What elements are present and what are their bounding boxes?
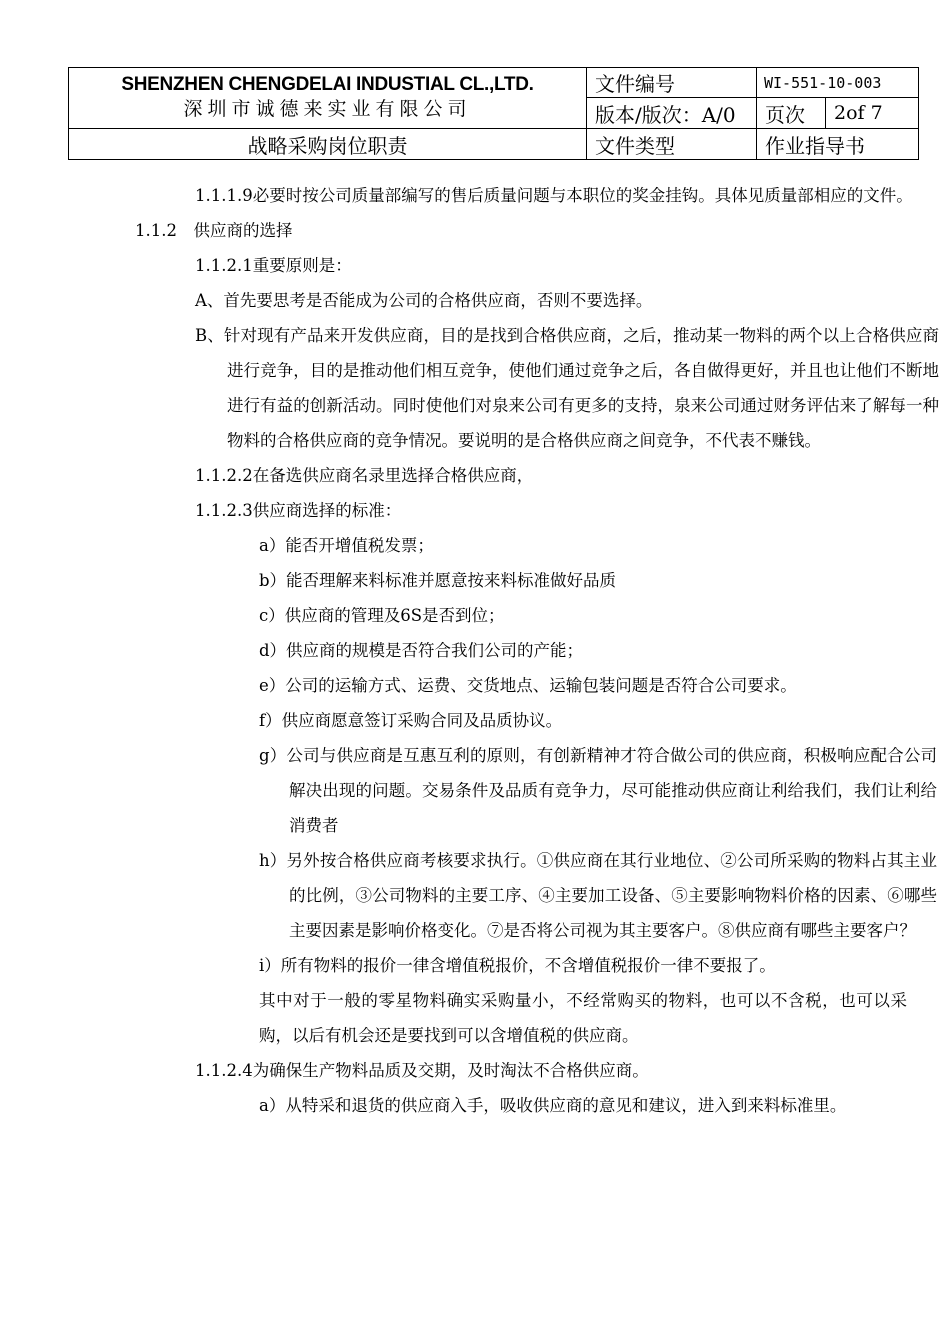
- section-heading-1-1-2: 1.1.2 供应商的选择: [135, 221, 293, 240]
- paragraph-a: A、首先要思考是否能成为公司的合格供应商，否则不要选择。: [195, 291, 653, 310]
- doc-type-value: 作业指导书: [757, 129, 919, 160]
- version-label: 版本/版次：A/0: [587, 98, 757, 129]
- doc-type-label: 文件类型: [587, 129, 757, 160]
- document-header-table: [68, 67, 919, 160]
- page-label: 页次: [757, 98, 826, 128]
- document-body: [0, 178, 950, 1123]
- page-cell: [757, 98, 919, 129]
- list-item-c: c）供应商的管理及6S是否到位；: [259, 606, 505, 625]
- list-item-d: d）供应商的规模是否符合我们公司的产能；: [259, 641, 584, 660]
- paragraph-1-1-2-1: 1.1.2.1重要原则是：: [195, 256, 352, 275]
- paragraph-1-1-2-3: 1.1.2.3供应商选择的标准：: [195, 501, 402, 520]
- list-item-a-2: a）从特采和退货的供应商入手，吸收供应商的意见和建议，进入到来料标准里。: [259, 1096, 847, 1115]
- note-paragraph: 其中对于一般的零星物料确实采购量小，不经常购买的物料，也可以不含税，也可以采购，以后有机会还是要找到可以含增值税的供应商。: [259, 991, 907, 1045]
- list-item-f: f）供应商愿意签订采购合同及品质协议。: [259, 711, 563, 730]
- doc-title: 战略采购岗位职责: [69, 129, 587, 160]
- paragraph-b: B、针对现有产品来开发供应商，目的是找到合格供应商，之后，推动某一物料的两个以上合格供应商进行竞争，目的是推动他们相互竞争，使他们通过竞争之后，各自做得更好，并且也让他们不断地进行有益的创新活动。同时使他们对泉来公司有更多的支持，泉来公司通过财务评估来了解每一种物料的合格供应商的竞争情况。要说明的是合格供应商之间竞争，不代表不赚钱。: [195, 326, 939, 450]
- list-item-e: e）公司的运输方式、运费、交货地点、运输包装问题是否符合公司要求。: [259, 676, 797, 695]
- list-item-i: i）所有物料的报价一律含增值税报价，不含增值税报价一律不要报了。: [259, 956, 776, 975]
- list-item-g: g）公司与供应商是互惠互利的原则，有创新精神才符合做公司的供应商，积极响应配合公司解决出现的问题。交易条件及品质有竞争力，尽可能推动供应商让利给我们，我们让利给消费者: [259, 746, 937, 835]
- company-name-en: SHENZHEN CHENGDELAI INDUSTIAL CL.,LTD.: [121, 74, 534, 95]
- list-item-h: h）另外按合格供应商考核要求执行。①供应商在其行业地位、②公司所采购的物料占其主业的比例，③公司物料的主要工序、④主要加工设备、⑤主要影响物料价格的因素、⑥哪些主要因素是影响价格变化。⑦是否将公司视为其主要客户。⑧供应商有哪些主要客户？: [259, 851, 937, 940]
- list-item-b: b）能否理解来料标准并愿意按来料标准做好品质: [259, 571, 617, 590]
- page-value: 2of 7: [834, 102, 883, 124]
- company-name-cn: 深圳市诚德来实业有限公司: [183, 98, 472, 120]
- list-item-a: a）能否开增值税发票；: [259, 536, 434, 555]
- paragraph-1-1-2-2: 1.1.2.2在备选供应商名录里选择合格供应商，: [195, 466, 534, 485]
- doc-number-value: WI-551-10-003: [757, 68, 919, 98]
- company-name-cell: [69, 68, 587, 129]
- paragraph-1-1-1-9: 1.1.1.9必要时按公司质量部编写的售后质量问题与本职位的奖金挂钩。具体见质量部相应的文件。: [195, 186, 913, 205]
- paragraph-1-1-2-4: 1.1.2.4为确保生产物料品质及交期，及时淘汰不合格供应商。: [195, 1061, 649, 1080]
- doc-number-label: 文件编号: [587, 68, 757, 98]
